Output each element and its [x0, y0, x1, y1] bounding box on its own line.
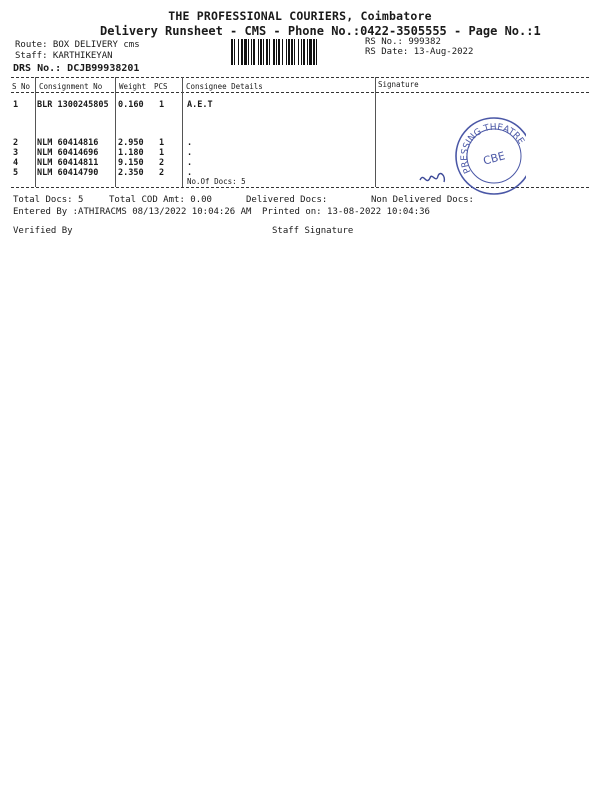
column-divider [182, 77, 183, 187]
staff-signature-label: Staff Signature [272, 226, 354, 236]
verified-by-label: Verified By [13, 226, 73, 236]
cell-consignee: . [187, 158, 193, 168]
cell-sno: 5 [13, 168, 19, 178]
column-divider [35, 77, 36, 187]
cell-pcs: 1 [159, 138, 165, 148]
total-docs: Total Docs: 5 [13, 195, 84, 205]
rs-date: RS Date: 13-Aug-2022 [365, 47, 474, 57]
column-header-weight: Weight [119, 82, 147, 91]
cell-pcs: 2 [159, 168, 165, 178]
staff-label: Staff: KARTHIKEYAN [15, 51, 113, 61]
cell-consignment: NLM 60414696 [37, 148, 99, 158]
cell-consignment: NLM 60414811 [37, 158, 99, 168]
cell-weight: 1.180 [118, 148, 144, 158]
cell-pcs: 1 [159, 100, 165, 110]
cell-consignee: . [187, 168, 193, 178]
cell-consignment: BLR 1300245805 [37, 100, 109, 110]
cell-weight: 0.160 [118, 100, 144, 110]
column-divider [115, 77, 116, 187]
total-cod-amount: Total COD Amt: 0.00 [109, 195, 212, 205]
table-header-rule [11, 92, 589, 93]
number-of-docs: No.Of Docs: 5 [187, 177, 246, 186]
cell-consignment: NLM 60414816 [37, 138, 99, 148]
cell-sno: 3 [13, 148, 19, 158]
cell-sno: 4 [13, 158, 19, 168]
cell-consignment: NLM 60414790 [37, 168, 99, 178]
cell-weight: 2.950 [118, 138, 144, 148]
column-header-sno: S No [12, 82, 31, 91]
cell-weight: 2.350 [118, 168, 144, 178]
delivered-docs: Delivered Docs: [246, 195, 328, 205]
printed-on: Printed on: 13-08-2022 10:04:36 [262, 207, 430, 217]
non-delivered-docs: Non Delivered Docs: [371, 195, 474, 205]
runsheet-title: Delivery Runsheet - CMS - Phone No.:0422-3505555 - Page No.:1 [100, 24, 541, 38]
stamp-ring-text: PRESSING THEATRE [459, 122, 526, 175]
stamp-image [418, 110, 526, 198]
cell-pcs: 1 [159, 148, 165, 158]
cell-consignee: . [187, 138, 193, 148]
stamp-center-text: CBE [481, 149, 507, 168]
barcode-image [231, 39, 357, 65]
column-divider [375, 77, 376, 187]
rs-number: RS No.: 999382 [365, 37, 441, 47]
drs-number: DRS No.: DCJB99938201 [13, 63, 140, 74]
cell-sno: 1 [13, 100, 19, 110]
column-header-signature: Signature [378, 80, 419, 89]
route-label: Route: BOX DELIVERY cms [15, 40, 140, 50]
cell-consignee: . [187, 148, 193, 158]
table-top-rule [11, 77, 589, 78]
column-header-consignee: Consignee Details [186, 82, 263, 91]
entered-by: Entered By :ATHIRACMS 08/13/2022 10:04:26 AM [13, 207, 252, 217]
cell-pcs: 2 [159, 158, 165, 168]
column-header-pcs: PCS [154, 82, 168, 91]
company-title: THE PROFESSIONAL COURIERS, Coimbatore [168, 9, 432, 23]
column-header-consignment: Consignment No [39, 82, 103, 91]
cell-consignee: A.E.T [187, 100, 213, 110]
cell-weight: 9.150 [118, 158, 144, 168]
cell-sno: 2 [13, 138, 19, 148]
